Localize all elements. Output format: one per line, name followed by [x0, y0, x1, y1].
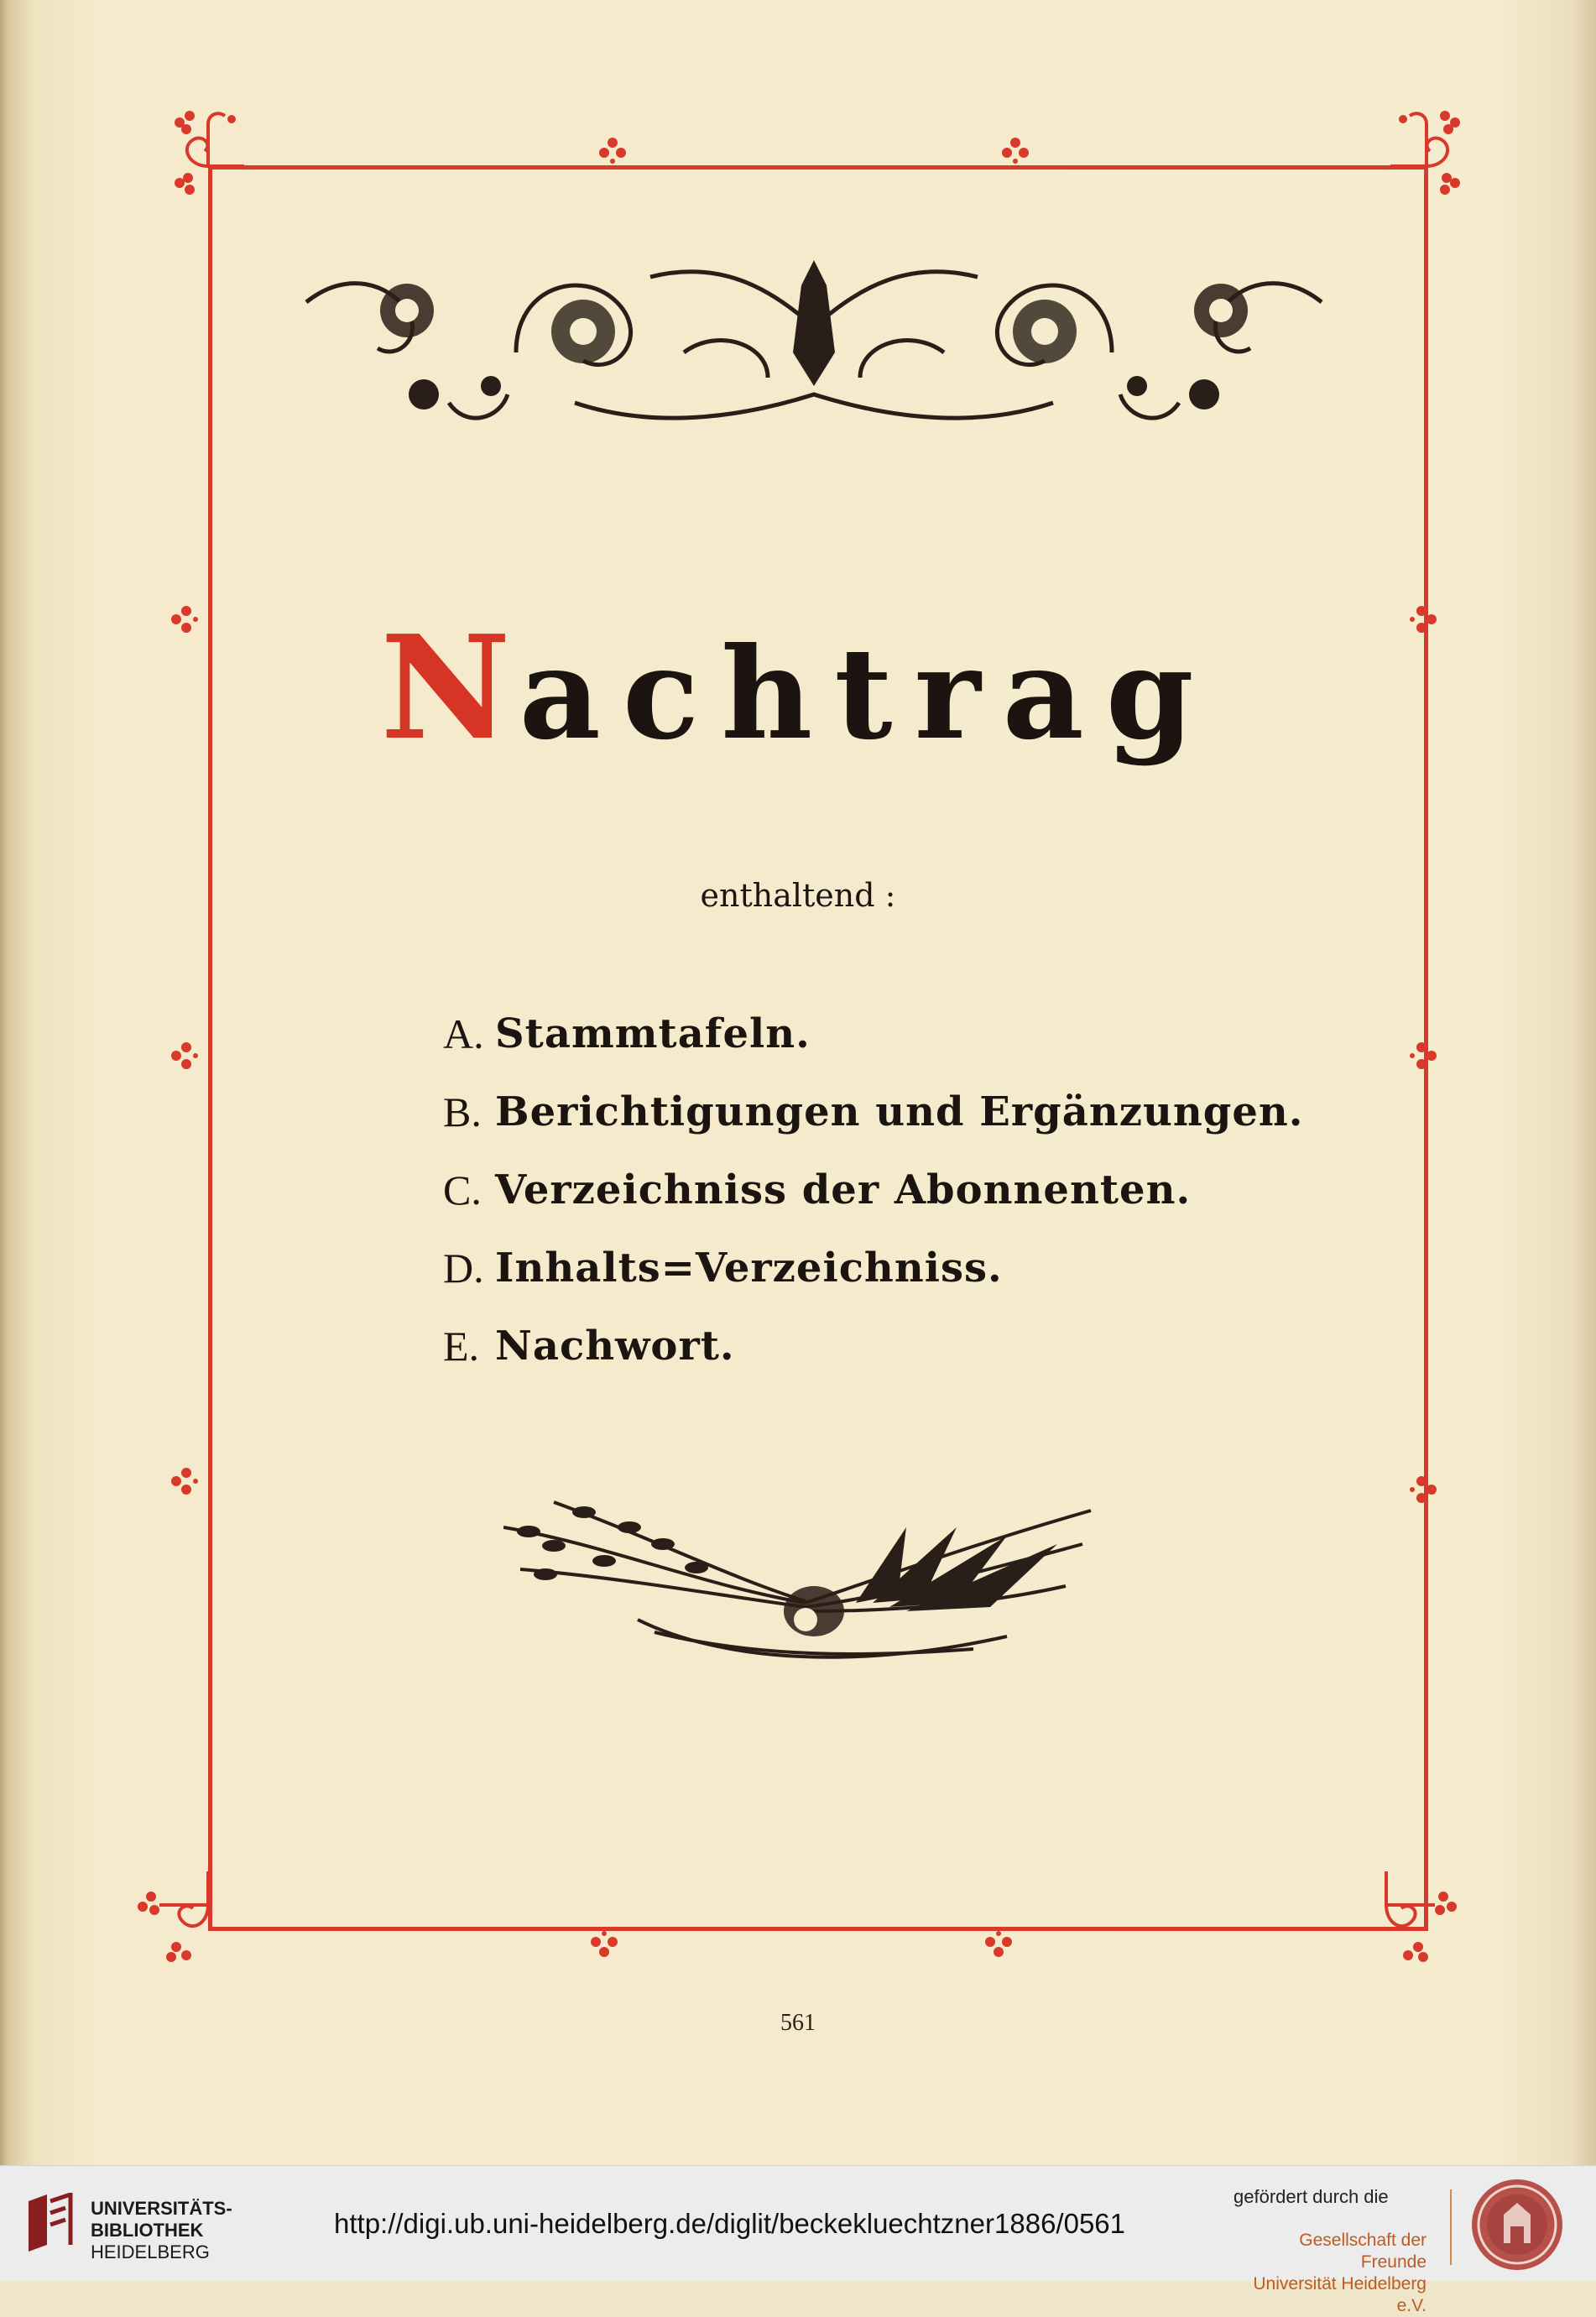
- title-rest: achtrag: [519, 620, 1216, 768]
- subtitle: enthaltend :: [700, 877, 896, 914]
- trefoil-ornament-icon: [1376, 1871, 1468, 1964]
- trefoil-ornament-icon: [596, 136, 629, 164]
- item-letter: E.: [443, 1322, 480, 1370]
- item-letter: C.: [443, 1166, 482, 1213]
- trefoil-ornament-icon: [164, 107, 248, 200]
- trefoil-ornament-icon: [1410, 1473, 1440, 1506]
- university-seal-icon: [1470, 2178, 1564, 2272]
- trefoil-ornament-icon: [1386, 107, 1470, 200]
- title-wrapper: [0, 604, 1596, 772]
- item-letter: D.: [443, 1244, 484, 1292]
- library-name-line: UNIVERSITÄTS-: [91, 2198, 232, 2219]
- sponsor-org: Universität Heidelberg e.V.: [1253, 2274, 1426, 2315]
- item-text: Verzeichniss der Abonnenten.: [495, 1166, 1192, 1213]
- page-title: [380, 604, 1216, 772]
- item-text: Nachwort.: [495, 1322, 735, 1370]
- list-item: [443, 994, 1366, 1072]
- list-item: [443, 1072, 1366, 1151]
- trefoil-ornament-icon: [982, 1930, 1015, 1959]
- trefoil-ornament-icon: [126, 1871, 218, 1964]
- trefoil-ornament-icon: [168, 1039, 198, 1072]
- library-logo-icon: [23, 2193, 76, 2253]
- trefoil-ornament-icon: [999, 136, 1032, 164]
- item-text: Stammtafeln.: [495, 1010, 811, 1057]
- trefoil-ornament-icon: [587, 1930, 621, 1959]
- library-name-line: HEIDELBERG: [91, 2241, 210, 2262]
- list-item: [443, 1307, 1366, 1385]
- acanthus-headpiece-icon: [298, 252, 1330, 441]
- sponsor-credit: [1234, 2186, 1426, 2317]
- footer-divider: [1450, 2189, 1452, 2265]
- trefoil-ornament-icon: [1410, 1039, 1440, 1072]
- list-item: [443, 1151, 1366, 1229]
- item-letter: B.: [443, 1088, 482, 1135]
- page-number: 561: [780, 2010, 816, 2036]
- library-name: [91, 2198, 232, 2263]
- library-name-line: BIBLIOTHEK: [91, 2220, 204, 2241]
- contents-list: [443, 994, 1366, 1385]
- title-initial: N: [380, 604, 519, 772]
- palm-branch-tailpiece-icon: [503, 1494, 1108, 1666]
- sponsor-org: Gesellschaft der Freunde: [1299, 2231, 1426, 2272]
- item-letter: A.: [443, 1010, 484, 1057]
- list-item: [443, 1229, 1366, 1307]
- sponsor-lead: gefördert durch die: [1234, 2186, 1389, 2207]
- footer-bar: [0, 2165, 1596, 2315]
- item-text: Berichtigungen und Ergänzungen.: [495, 1088, 1304, 1135]
- item-text: Inhalts=Verzeichniss.: [495, 1244, 1003, 1292]
- trefoil-ornament-icon: [168, 1464, 198, 1498]
- permalink-url[interactable]: http://digi.ub.uni-heidelberg.de/diglit/beckekluechtzner1886/0561: [334, 2208, 1125, 2239]
